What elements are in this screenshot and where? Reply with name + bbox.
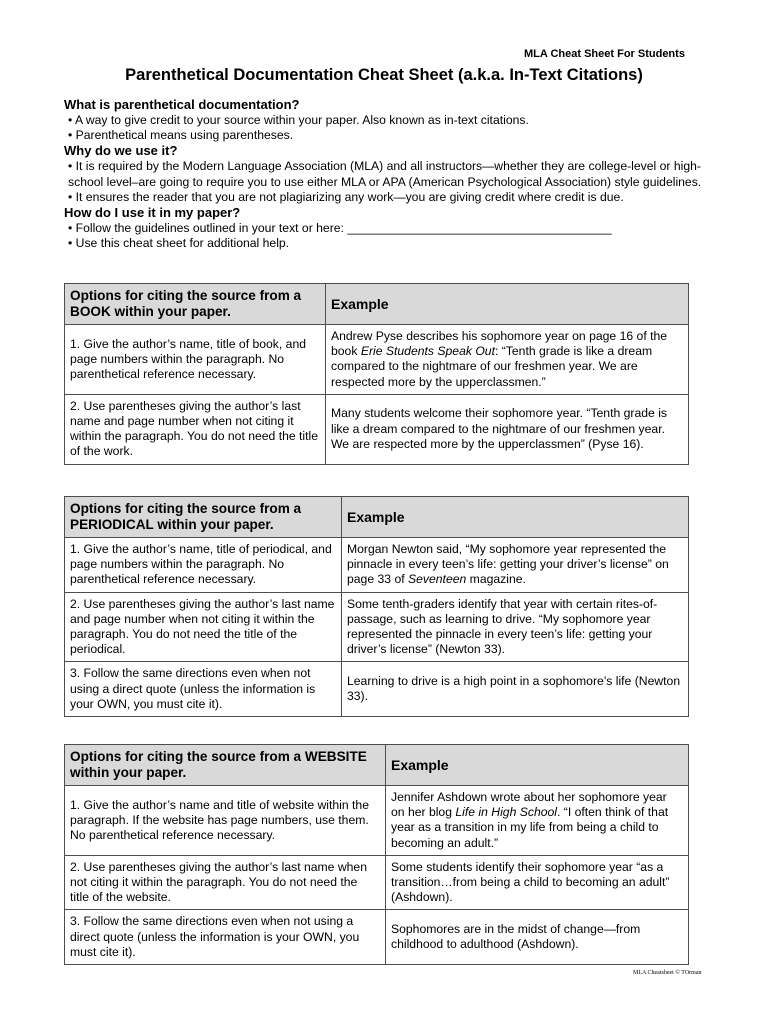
- footer-credit: MLA Cheatsheet © TOrman: [633, 970, 702, 976]
- option-cell: 3. Follow the same directions even when not using a direct quote (unless the information is your OWN, you must cite it).: [65, 910, 386, 965]
- what-bullet: • Parenthetical means using parentheses.: [68, 128, 294, 143]
- example-cell: Morgan Newton said, “My sophomore year represented the pinnacle in every teen’s life: getting your driver’s license” on page 33 of Seventeen magazine.: [342, 538, 689, 593]
- intro-section: [64, 97, 704, 251]
- option-cell: 1. Give the author’s name and title of website within the paragraph. If the website has page numbers, use them. No parenthetical reference necessary.: [65, 786, 386, 856]
- how-bullet: • Use this cheat sheet for additional help.: [68, 236, 290, 251]
- table-row: [65, 394, 689, 464]
- website-option-header: Options for citing the source from a WEBSITE within your paper.: [65, 745, 386, 786]
- example-cell: Some students identify their sophomore year “as a transition…from being a child to becoming an adult” (Ashdown).: [386, 855, 689, 910]
- periodical-example-header: Example: [342, 497, 689, 538]
- option-cell: 2. Use parentheses giving the author’s last name when not citing it within the paragraph. You do not need the title of the website.: [65, 855, 386, 910]
- example-cell: Jennifer Ashdown wrote about her sophomore year on her blog Life in High School. “I often think of that year as a transition in my life from being a child to becoming an adult.”: [386, 786, 689, 856]
- why-heading: Why do we use it?: [64, 143, 178, 159]
- option-cell: 2. Use parentheses giving the author’s last name and page number when not citing it within the paragraph. You do not need the title of the work.: [65, 394, 326, 464]
- option-cell: 1. Give the author’s name, title of periodical, and page numbers within the paragraph. No parenthetical reference necessary.: [65, 538, 342, 593]
- example-cell: Andrew Pyse describes his sophomore year on page 16 of the book Erie Students Speak Out: “Tenth grade is like a dream compared to the nightmare of our freshmen year. We are respected more by the upperclassmen.”: [326, 325, 689, 395]
- periodical-option-header: Options for citing the source from a PERIODICAL within your paper.: [65, 497, 342, 538]
- example-cell: Sophomores are in the midst of change—from childhood to adulthood (Ashdown).: [386, 910, 689, 965]
- table-row: [65, 786, 689, 856]
- what-bullet: • A way to give credit to your source within your paper. Also known as in-text citations.: [68, 113, 529, 127]
- table-row: [65, 855, 689, 910]
- example-cell: Learning to drive is a high point in a sophomore’s life (Newton 33).: [342, 662, 689, 717]
- example-cell: Some tenth-graders identify that year with certain rites-of-passage, such as learning to drive. “My sophomore year represented the pinnacle in every teen’s life: getting your driver’s license” (Newton 33).: [342, 592, 689, 662]
- website-citation-table: [64, 744, 689, 965]
- book-option-header: Options for citing the source from a BOOK within your paper.: [65, 284, 326, 325]
- table-row: [65, 538, 689, 593]
- how-heading: How do I use it in my paper?: [64, 205, 241, 221]
- header-label: MLA Cheat Sheet For Students: [524, 48, 685, 60]
- how-bullet: • Follow the guidelines outlined in your text or here: _______________________________________: [68, 221, 612, 236]
- example-cell: Many students welcome their sophomore year. “Tenth grade is like a dream compared to the nightmare of our freshmen year. We are respected more by the upperclassmen” (Pyse 16).: [326, 394, 689, 464]
- website-example-header: Example: [386, 745, 689, 786]
- book-example-header: Example: [326, 284, 689, 325]
- why-bullet: • It is required by the Modern Language Association (MLA) and all instructors—whether they are college-level or high-school level–are going to require you to use either MLA or APA (American Psychological Association) style guidelines.: [68, 159, 702, 189]
- why-bullet: • It ensures the reader that you are not plagiarizing any work—you are giving credit where credit is due.: [68, 189, 624, 204]
- page-title: Parenthetical Documentation Cheat Sheet (a.k.a. In-Text Citations): [125, 66, 643, 84]
- table-row: [65, 910, 689, 965]
- option-cell: 1. Give the author’s name, title of book, and page numbers within the paragraph. No parenthetical reference necessary.: [65, 325, 326, 395]
- what-heading: What is parenthetical documentation?: [64, 97, 300, 112]
- table-row: [65, 662, 689, 717]
- option-cell: 2. Use parentheses giving the author’s last name and page number when not citing it within the paragraph. You do not need the title of the periodical.: [65, 592, 342, 662]
- book-citation-table: [64, 283, 689, 465]
- table-row: [65, 325, 689, 395]
- option-cell: 3. Follow the same directions even when not using a direct quote (unless the information is your OWN, you must cite it).: [65, 662, 342, 717]
- table-row: [65, 592, 689, 662]
- periodical-citation-table: [64, 496, 689, 717]
